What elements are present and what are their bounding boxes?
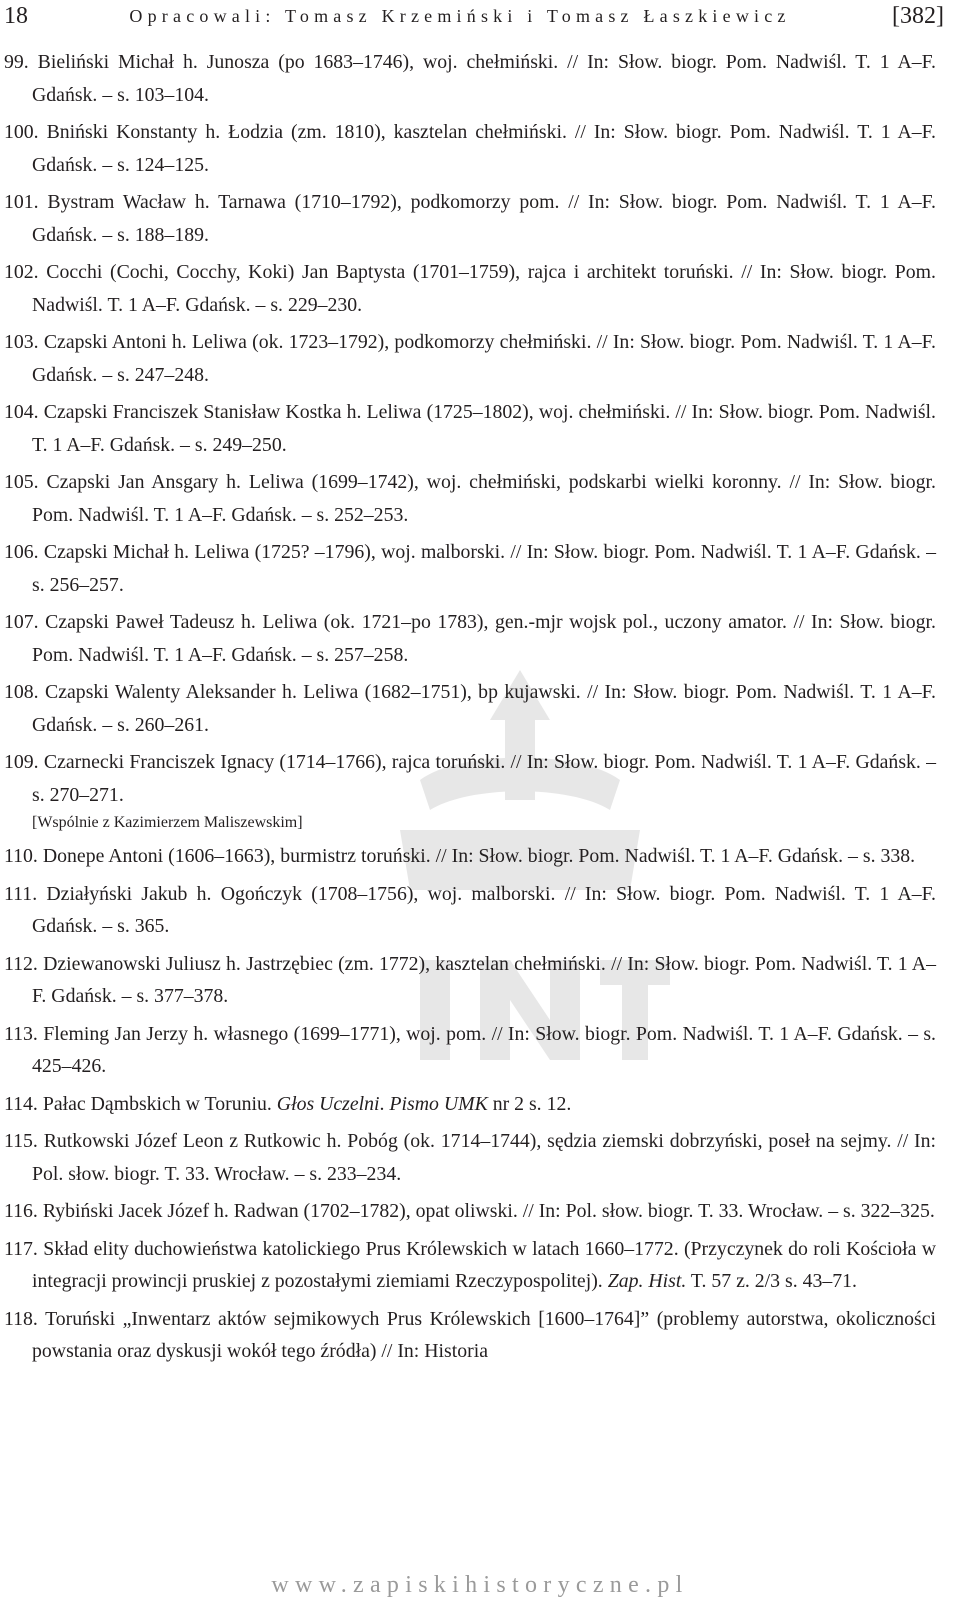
bibliography-entry <box>4 396 936 461</box>
bibliography-entry <box>4 676 936 741</box>
bibliography-entry <box>4 186 936 251</box>
entry-note: [Wspólnie z Kazimierzem Maliszewskim] <box>32 814 303 831</box>
bibliography-entry <box>4 256 936 321</box>
entry-number: 106. <box>4 541 39 563</box>
entry-number: 112. <box>4 952 38 975</box>
entry-number: 101. <box>4 191 39 213</box>
entry-text: Bniński Konstanty h. Łodzia (zm. 1810), kasztelan chełmiński. // In: Słow. biogr. Pom. Nadwiśl. T. 1 A–F. Gdańsk. – s. 124–125. <box>32 121 936 176</box>
entry-number: 109. <box>4 751 39 773</box>
header-authors: Opracowali: Tomasz Krzemiński i Tomasz Łaszkiewicz <box>129 5 791 26</box>
bibliography-entry <box>4 948 936 1013</box>
entry-text: Pałac Dąmbskich w Toruniu. <box>42 1092 277 1115</box>
entry-number: 104. <box>4 401 39 423</box>
bibliography-entry <box>4 466 936 531</box>
entry-number: 115. <box>4 1130 38 1152</box>
entry-text-tail: nr 2 s. 12. <box>487 1092 572 1115</box>
entry-number: 100. <box>4 121 39 143</box>
entry-number: 116. <box>4 1200 38 1222</box>
entry-text-tail: T. 57 z. 2/3 s. 43–71. <box>686 1270 857 1292</box>
entry-text: Czapski Franciszek Stanisław Kostka h. Leliwa (1725–1802), woj. chełmiński. // In: Słow. biogr. Pom. Nadwiśl. T. 1 A–F. Gdańsk. – s. 249–250. <box>32 401 936 456</box>
entry-number: 107. <box>4 611 39 633</box>
bibliography-entry <box>4 878 936 943</box>
bibliography-entry <box>4 1018 936 1083</box>
entry-text: Czapski Paweł Tadeusz h. Leliwa (ok. 1721–po 1783), gen.-mjr wojsk pol., uczony amator. // In: Słow. biogr. Pom. Nadwiśl. T. 1 A–F. Gdańsk. – s. 257–258. <box>32 611 936 666</box>
entry-number: 113. <box>4 1022 38 1045</box>
footer-url: www.zapiskihistoryczne.pl <box>271 1572 689 1598</box>
entry-text: Dziewanowski Juliusz h. Jastrzębiec (zm. 1772), kasztelan chełmiński. // In: Słow. biogr. Pom. Nadwiśl. T. 1 A–F. Gdańsk. – s. 377–378. <box>32 952 936 1007</box>
bibliography-list <box>4 46 936 1373</box>
bibliography-entry <box>4 1195 936 1228</box>
entry-text: Czapski Antoni h. Leliwa (ok. 1723–1792), podkomorzy chełmiński. // In: Słow. biogr. Pom. Nadwiśl. T. 1 A–F. Gdańsk. – s. 247–248. <box>32 331 936 386</box>
bibliography-entry <box>4 1233 936 1298</box>
entry-text: Skład elity duchowieństwa katolickiego Prus Królewskich w latach 1660–1772. (Przyczynek do roli Kościoła w integracji prowincji pruskiej z pozostałymi ziemiami Rzeczypospolitej). <box>32 1237 936 1292</box>
entry-journal-title: Zap. Hist. <box>607 1270 687 1292</box>
bibliography-entry <box>4 1303 936 1368</box>
bibliography-entry <box>4 326 936 391</box>
entry-text: Bieliński Michał h. Junosza (po 1683–1746), woj. chełmiński. // In: Słow. biogr. Pom. Nadwiśl. T. 1 A–F. Gdańsk. – s. 103–104. <box>32 51 936 106</box>
entry-number: 105. <box>4 471 39 493</box>
entry-journal-title: Głos Uczelni <box>276 1092 380 1115</box>
entry-number: 117. <box>4 1237 38 1260</box>
bibliography-entry <box>4 46 936 111</box>
entry-number: 108. <box>4 681 39 703</box>
issue-number: [382] <box>892 3 944 29</box>
entry-text: Czapski Walenty Aleksander h. Leliwa (1682–1751), bp kujawski. // In: Słow. biogr. Pom. Nadwiśl. T. 1 A–F. Gdańsk. – s. 260–261. <box>32 681 936 736</box>
entry-journal-subtitle: Pismo UMK <box>389 1092 488 1115</box>
entry-text: Działyński Jakub h. Ogończyk (1708–1756), woj. malborski. // In: Słow. biogr. Pom. Nadwiśl. T. 1 A–F. Gdańsk. – s. 365. <box>32 882 936 937</box>
entry-number: 102. <box>4 261 39 283</box>
page-number: 18 <box>4 3 28 29</box>
bibliography-entry <box>4 116 936 181</box>
entry-text: Fleming Jan Jerzy h. własnego (1699–1771), woj. pom. // In: Słow. biogr. Pom. Nadwiśl. T. 1 A–F. Gdańsk. – s. 425–426. <box>32 1022 936 1077</box>
bibliography-entry <box>4 746 936 835</box>
entry-number: 111. <box>4 882 38 905</box>
entry-text: Cocchi (Cochi, Cocchy, Koki) Jan Baptysta (1701–1759), rajca i architekt toruński. // In: Słow. biogr. Pom. Nadwiśl. T. 1 A–F. Gdańsk. – s. 229–230. <box>32 261 936 316</box>
entry-text: Rutkowski Józef Leon z Rutkowic h. Pobóg (ok. 1714–1744), sędzia ziemski dobrzyński, poseł na sejmy. // In: Pol. słow. biogr. T. 33. Wrocław. – s. 233–234. <box>32 1130 936 1185</box>
entry-text: Czapski Michał h. Leliwa (1725? –1796), woj. malborski. // In: Słow. biogr. Pom. Nadwiśl. T. 1 A–F. Gdańsk. – s. 256–257. <box>32 541 936 596</box>
entry-number: 110. <box>4 845 38 867</box>
entry-number: 99. <box>4 51 29 73</box>
entry-text: Czarnecki Franciszek Ignacy (1714–1766), rajca toruński. // In: Słow. biogr. Pom. Nadwiśl. T. 1 A–F. Gdańsk. – s. 270–271. <box>32 751 937 806</box>
entry-number: 114. <box>4 1092 38 1115</box>
bibliography-entry <box>4 606 936 671</box>
entry-text: Rybiński Jacek Józef h. Radwan (1702–1782), opat oliwski. // In: Pol. słow. biogr. T. 33. Wrocław. – s. 322–325. <box>42 1200 935 1222</box>
entry-text: Toruński „Inwentarz aktów sejmikowych Prus Królewskich [1600–1764]” (problemy autorstwa, okoliczności powstania oraz dyskusji wokół tego źródła) // In: Historia <box>32 1307 936 1362</box>
entry-number: 103. <box>4 331 39 353</box>
entry-text-mid: . <box>379 1092 390 1115</box>
bibliography-entry <box>4 1125 936 1190</box>
entry-number: 118. <box>4 1307 38 1330</box>
bibliography-entry <box>4 536 936 601</box>
entry-text: Bystram Wacław h. Tarnawa (1710–1792), podkomorzy pom. // In: Słow. biogr. Pom. Nadwiśl. T. 1 A–F. Gdańsk. – s. 188–189. <box>32 191 936 246</box>
entry-text: Czapski Jan Ansgary h. Leliwa (1699–1742), woj. chełmiński, podskarbi wielki koronny. // In: Słow. biogr. Pom. Nadwiśl. T. 1 A–F. Gdańsk. – s. 252–253. <box>32 471 936 526</box>
bibliography-entry <box>4 1088 936 1121</box>
running-header <box>4 0 944 32</box>
bibliography-entry <box>4 840 936 873</box>
entry-text: Donepe Antoni (1606–1663), burmistrz toruński. // In: Słow. biogr. Pom. Nadwiśl. T. 1 A–F. Gdańsk. – s. 338. <box>42 845 916 867</box>
